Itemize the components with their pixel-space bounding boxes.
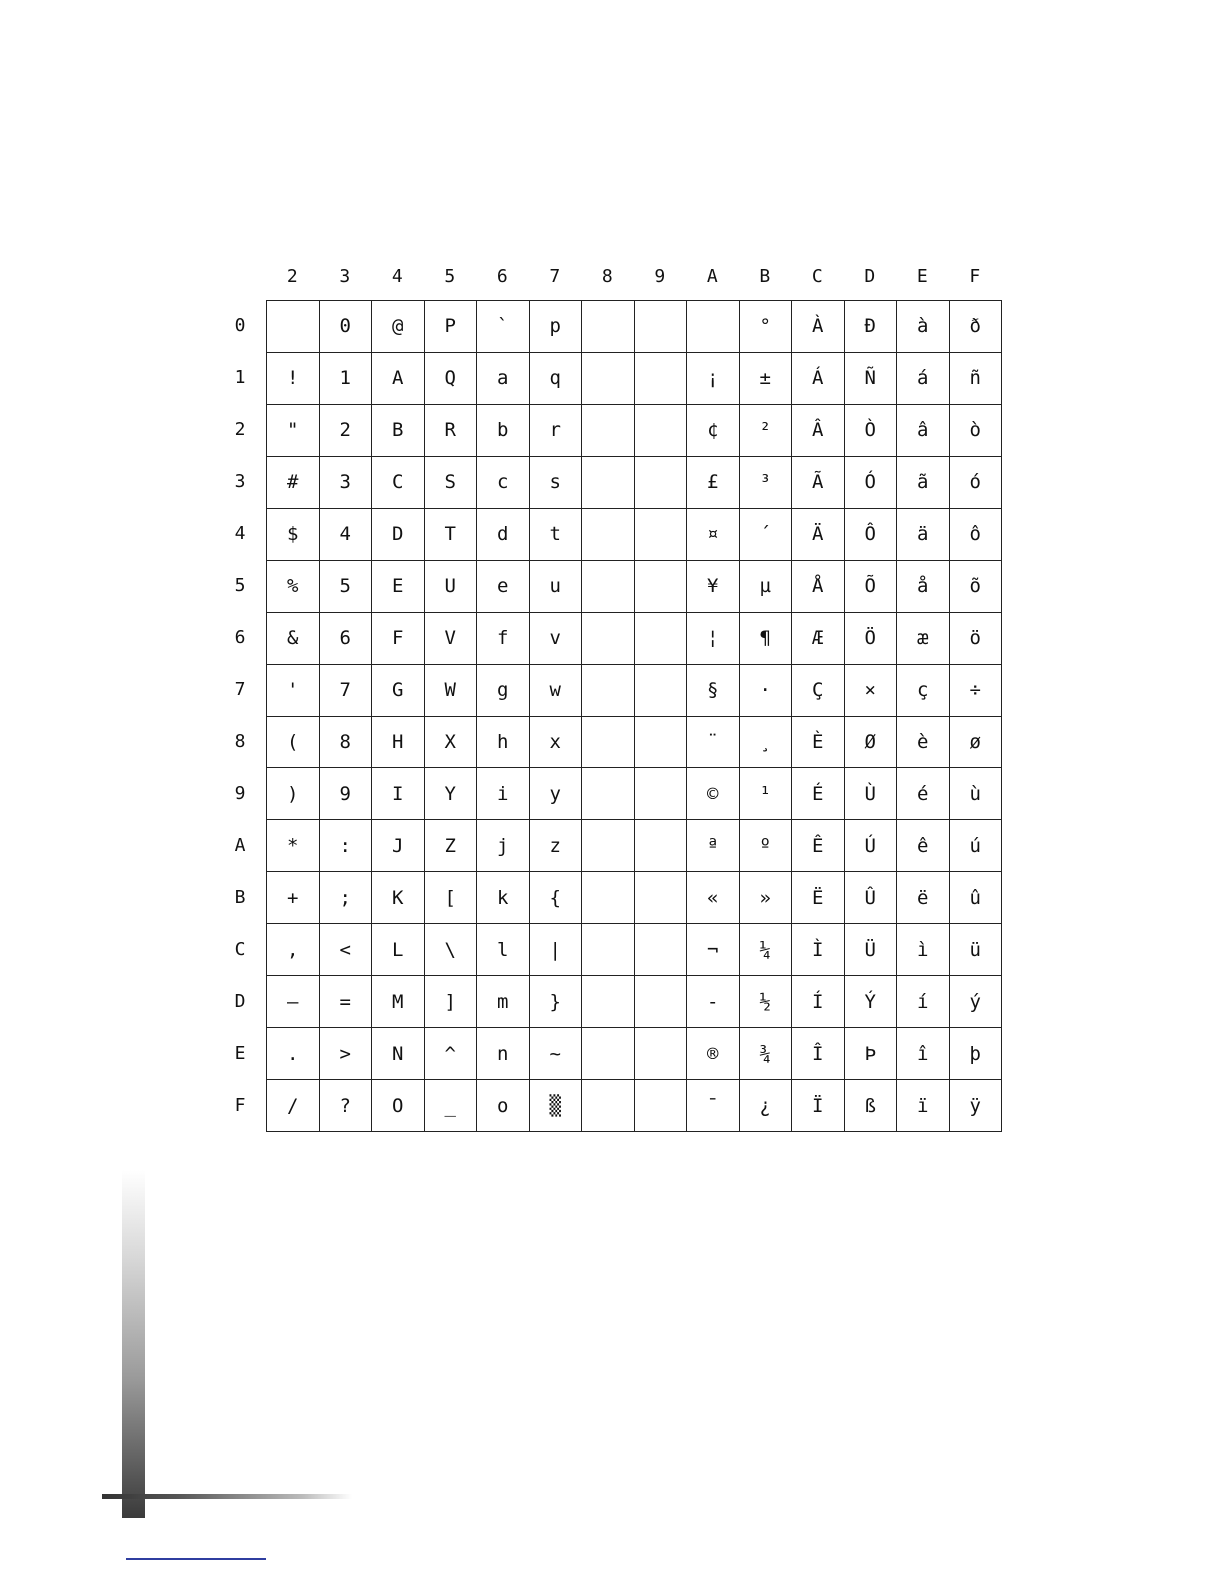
table-cell: ' <box>267 665 320 717</box>
table-cell: ð <box>950 301 1003 353</box>
table-cell: g <box>477 665 530 717</box>
table-cell <box>582 872 635 924</box>
table-cell: É <box>792 768 845 820</box>
table-cell <box>635 561 688 613</box>
table-cell: ÿ <box>950 1080 1003 1132</box>
table-cell: Ø <box>845 717 898 769</box>
table-cell: ® <box>687 1028 740 1080</box>
table-cell: Í <box>792 976 845 1028</box>
row-header: C <box>234 939 246 960</box>
table-cell: # <box>267 457 320 509</box>
table-cell: b <box>477 405 530 457</box>
table-cell <box>582 1080 635 1132</box>
table-cell: Ù <box>845 768 898 820</box>
table-cell: ¹ <box>740 768 793 820</box>
table-cell: ? <box>320 1080 373 1132</box>
row-header: D <box>234 991 246 1012</box>
table-cell: K <box>372 872 425 924</box>
table-cell: ú <box>950 820 1003 872</box>
table-cell: å <box>897 561 950 613</box>
table-cell: Ô <box>845 509 898 561</box>
column-header: 4 <box>391 266 403 287</box>
table-cell <box>582 924 635 976</box>
table-cell: . <box>267 1028 320 1080</box>
table-cell: ¼ <box>740 924 793 976</box>
table-cell: r <box>530 405 583 457</box>
table-cell: E <box>372 561 425 613</box>
table-cell: ª <box>687 820 740 872</box>
table-cell <box>267 301 320 353</box>
decorative-side-bar <box>122 1170 145 1518</box>
table-cell: m <box>477 976 530 1028</box>
table-cell: ‐ <box>687 976 740 1028</box>
table-cell: Å <box>792 561 845 613</box>
table-cell: F <box>372 613 425 665</box>
column-header: 2 <box>286 266 298 287</box>
table-cell <box>635 976 688 1028</box>
row-header: 4 <box>234 523 246 544</box>
table-cell: 1 <box>320 353 373 405</box>
table-cell: % <box>267 561 320 613</box>
table-cell: ¯ <box>687 1080 740 1132</box>
table-cell: k <box>477 872 530 924</box>
table-cell: õ <box>950 561 1003 613</box>
table-cell: ] <box>425 976 478 1028</box>
table-cell: ó <box>950 457 1003 509</box>
table-cell: [ <box>425 872 478 924</box>
column-header: 3 <box>339 266 351 287</box>
table-cell: Z <box>425 820 478 872</box>
table-cell: < <box>320 924 373 976</box>
table-cell <box>635 1080 688 1132</box>
column-header: 6 <box>496 266 508 287</box>
table-cell <box>635 665 688 717</box>
character-table <box>266 300 1002 1132</box>
table-cell <box>582 457 635 509</box>
table-cell: u <box>530 561 583 613</box>
table-cell: ò <box>950 405 1003 457</box>
table-cell: ´ <box>740 509 793 561</box>
column-header: 9 <box>654 266 666 287</box>
table-cell: p <box>530 301 583 353</box>
table-cell: Ì <box>792 924 845 976</box>
column-header: C <box>811 266 823 287</box>
row-header: 6 <box>234 627 246 648</box>
row-header: 7 <box>234 679 246 700</box>
table-cell: i <box>477 768 530 820</box>
table-cell: í <box>897 976 950 1028</box>
table-cell: × <box>845 665 898 717</box>
table-cell: O <box>372 1080 425 1132</box>
table-cell: ü <box>950 924 1003 976</box>
table-cell: N <box>372 1028 425 1080</box>
table-cell <box>635 301 688 353</box>
decorative-footer-line <box>102 1494 352 1499</box>
table-cell: Q <box>425 353 478 405</box>
column-header: 7 <box>549 266 561 287</box>
table-cell: H <box>372 717 425 769</box>
column-header: F <box>969 266 981 287</box>
table-cell: ¬ <box>687 924 740 976</box>
table-cell: X <box>425 717 478 769</box>
table-cell: « <box>687 872 740 924</box>
table-cell: ¥ <box>687 561 740 613</box>
table-cell: T <box>425 509 478 561</box>
table-cell: Ò <box>845 405 898 457</box>
row-header: 5 <box>234 575 246 596</box>
table-cell <box>635 457 688 509</box>
table-cell: * <box>267 820 320 872</box>
table-cell: / <box>267 1080 320 1132</box>
table-cell: V <box>425 613 478 665</box>
table-cell: ~ <box>530 1028 583 1080</box>
table-cell: ) <box>267 768 320 820</box>
table-cell: _ <box>425 1080 478 1132</box>
table-cell: ä <box>897 509 950 561</box>
table-cell: L <box>372 924 425 976</box>
table-cell: D <box>372 509 425 561</box>
table-cell: ▒ <box>530 1080 583 1132</box>
column-header: 8 <box>601 266 613 287</box>
table-cell: e <box>477 561 530 613</box>
table-cell: 9 <box>320 768 373 820</box>
table-cell: G <box>372 665 425 717</box>
table-cell: = <box>320 976 373 1028</box>
table-cell <box>635 353 688 405</box>
table-cell: ã <box>897 457 950 509</box>
row-header: B <box>234 887 246 908</box>
table-cell: þ <box>950 1028 1003 1080</box>
column-header: D <box>864 266 876 287</box>
table-cell <box>582 509 635 561</box>
table-cell: a <box>477 353 530 405</box>
table-cell: è <box>897 717 950 769</box>
table-cell: " <box>267 405 320 457</box>
column-header: B <box>759 266 771 287</box>
table-cell: : <box>320 820 373 872</box>
table-cell <box>687 301 740 353</box>
table-cell: ë <box>897 872 950 924</box>
table-cell <box>582 665 635 717</box>
table-cell: é <box>897 768 950 820</box>
table-cell: Ú <box>845 820 898 872</box>
table-cell: µ <box>740 561 793 613</box>
table-cell: \ <box>425 924 478 976</box>
table-cell: 6 <box>320 613 373 665</box>
table-cell: î <box>897 1028 950 1080</box>
table-cell <box>582 768 635 820</box>
table-cell: º <box>740 820 793 872</box>
table-cell: ù <box>950 768 1003 820</box>
column-header: 5 <box>444 266 456 287</box>
table-cell: ý <box>950 976 1003 1028</box>
table-cell: Û <box>845 872 898 924</box>
table-cell: ø <box>950 717 1003 769</box>
table-cell: ½ <box>740 976 793 1028</box>
table-cell: A <box>372 353 425 405</box>
table-cell: Y <box>425 768 478 820</box>
table-cell: d <box>477 509 530 561</box>
table-cell <box>582 717 635 769</box>
table-cell: Ð <box>845 301 898 353</box>
table-cell: © <box>687 768 740 820</box>
table-cell: Ö <box>845 613 898 665</box>
table-cell <box>635 509 688 561</box>
row-headers <box>222 300 258 1132</box>
table-cell: Ó <box>845 457 898 509</box>
table-cell: + <box>267 872 320 924</box>
table-cell: ¾ <box>740 1028 793 1080</box>
table-cell: J <box>372 820 425 872</box>
table-cell: 4 <box>320 509 373 561</box>
table-cell: y <box>530 768 583 820</box>
table-cell: À <box>792 301 845 353</box>
table-cell: » <box>740 872 793 924</box>
table-cell: P <box>425 301 478 353</box>
table-cell: Þ <box>845 1028 898 1080</box>
table-cell: 5 <box>320 561 373 613</box>
column-header: A <box>706 266 718 287</box>
table-cell: ¨ <box>687 717 740 769</box>
row-header: A <box>234 835 246 856</box>
table-cell <box>582 613 635 665</box>
table-cell: à <box>897 301 950 353</box>
table-cell: Ä <box>792 509 845 561</box>
row-header: 0 <box>234 315 246 336</box>
table-cell: } <box>530 976 583 1028</box>
table-cell: , <box>267 924 320 976</box>
table-cell: § <box>687 665 740 717</box>
table-cell: 7 <box>320 665 373 717</box>
table-cell: â <box>897 405 950 457</box>
table-cell: ö <box>950 613 1003 665</box>
row-header: 3 <box>234 471 246 492</box>
table-cell: ² <box>740 405 793 457</box>
table-cell: ß <box>845 1080 898 1132</box>
table-cell: ° <box>740 301 793 353</box>
table-cell: w <box>530 665 583 717</box>
table-cell: S <box>425 457 478 509</box>
table-cell: x <box>530 717 583 769</box>
row-header: 2 <box>234 419 246 440</box>
table-cell: j <box>477 820 530 872</box>
table-cell: Á <box>792 353 845 405</box>
table-cell: ñ <box>950 353 1003 405</box>
table-cell: £ <box>687 457 740 509</box>
table-cell: ç <box>897 665 950 717</box>
table-cell: ¿ <box>740 1080 793 1132</box>
row-header: 8 <box>234 731 246 752</box>
table-cell: 2 <box>320 405 373 457</box>
table-cell: B <box>372 405 425 457</box>
table-cell: ê <box>897 820 950 872</box>
table-cell: t <box>530 509 583 561</box>
table-cell: 8 <box>320 717 373 769</box>
table-cell: ÷ <box>950 665 1003 717</box>
table-cell: Â <box>792 405 845 457</box>
table-cell: ` <box>477 301 530 353</box>
table-cell <box>582 353 635 405</box>
table-cell: f <box>477 613 530 665</box>
table-cell: 3 <box>320 457 373 509</box>
table-cell: æ <box>897 613 950 665</box>
table-cell: Ï <box>792 1080 845 1132</box>
table-cell <box>635 872 688 924</box>
table-cell: ¸ <box>740 717 793 769</box>
table-cell: v <box>530 613 583 665</box>
table-cell: Æ <box>792 613 845 665</box>
table-cell: ¦ <box>687 613 740 665</box>
table-cell: | <box>530 924 583 976</box>
column-header: E <box>916 266 928 287</box>
table-cell: Î <box>792 1028 845 1080</box>
table-cell: – <box>267 976 320 1028</box>
table-cell: Ë <box>792 872 845 924</box>
table-cell: á <box>897 353 950 405</box>
bottom-rule <box>126 1558 266 1560</box>
table-cell <box>582 820 635 872</box>
table-cell <box>582 301 635 353</box>
table-cell: c <box>477 457 530 509</box>
table-cell: ! <box>267 353 320 405</box>
table-cell: @ <box>372 301 425 353</box>
table-cell: ì <box>897 924 950 976</box>
table-cell: s <box>530 457 583 509</box>
table-cell: W <box>425 665 478 717</box>
table-cell: C <box>372 457 425 509</box>
table-cell <box>635 405 688 457</box>
table-cell: n <box>477 1028 530 1080</box>
table-cell <box>635 717 688 769</box>
table-cell: Õ <box>845 561 898 613</box>
table-cell: Ç <box>792 665 845 717</box>
table-cell: z <box>530 820 583 872</box>
table-cell: Ý <box>845 976 898 1028</box>
table-cell <box>635 924 688 976</box>
column-headers <box>266 262 1002 292</box>
table-cell: o <box>477 1080 530 1132</box>
table-cell: & <box>267 613 320 665</box>
table-cell <box>635 613 688 665</box>
table-cell <box>635 768 688 820</box>
table-cell: ï <box>897 1080 950 1132</box>
row-header: F <box>234 1095 246 1116</box>
table-cell: { <box>530 872 583 924</box>
table-cell: ³ <box>740 457 793 509</box>
table-cell: R <box>425 405 478 457</box>
table-cell: ^ <box>425 1028 478 1080</box>
row-header: E <box>234 1043 246 1064</box>
table-cell: 0 <box>320 301 373 353</box>
table-cell: Ê <box>792 820 845 872</box>
table-cell: ( <box>267 717 320 769</box>
table-cell: U <box>425 561 478 613</box>
table-cell <box>635 820 688 872</box>
table-cell: Ü <box>845 924 898 976</box>
row-header: 9 <box>234 783 246 804</box>
table-cell: · <box>740 665 793 717</box>
table-cell: ¡ <box>687 353 740 405</box>
table-cell: Ñ <box>845 353 898 405</box>
table-cell: ; <box>320 872 373 924</box>
table-cell: q <box>530 353 583 405</box>
table-cell: > <box>320 1028 373 1080</box>
table-cell: M <box>372 976 425 1028</box>
table-cell: ¶ <box>740 613 793 665</box>
table-cell <box>635 1028 688 1080</box>
table-cell: ô <box>950 509 1003 561</box>
table-cell: ¢ <box>687 405 740 457</box>
table-cell: l <box>477 924 530 976</box>
table-cell: ¤ <box>687 509 740 561</box>
table-cell: È <box>792 717 845 769</box>
table-cell <box>582 405 635 457</box>
table-cell <box>582 561 635 613</box>
table-cell: $ <box>267 509 320 561</box>
table-cell: û <box>950 872 1003 924</box>
table-cell: I <box>372 768 425 820</box>
table-cell: h <box>477 717 530 769</box>
table-cell: Ã <box>792 457 845 509</box>
table-cell <box>582 976 635 1028</box>
table-cell <box>582 1028 635 1080</box>
table-cell: ± <box>740 353 793 405</box>
row-header: 1 <box>234 367 246 388</box>
